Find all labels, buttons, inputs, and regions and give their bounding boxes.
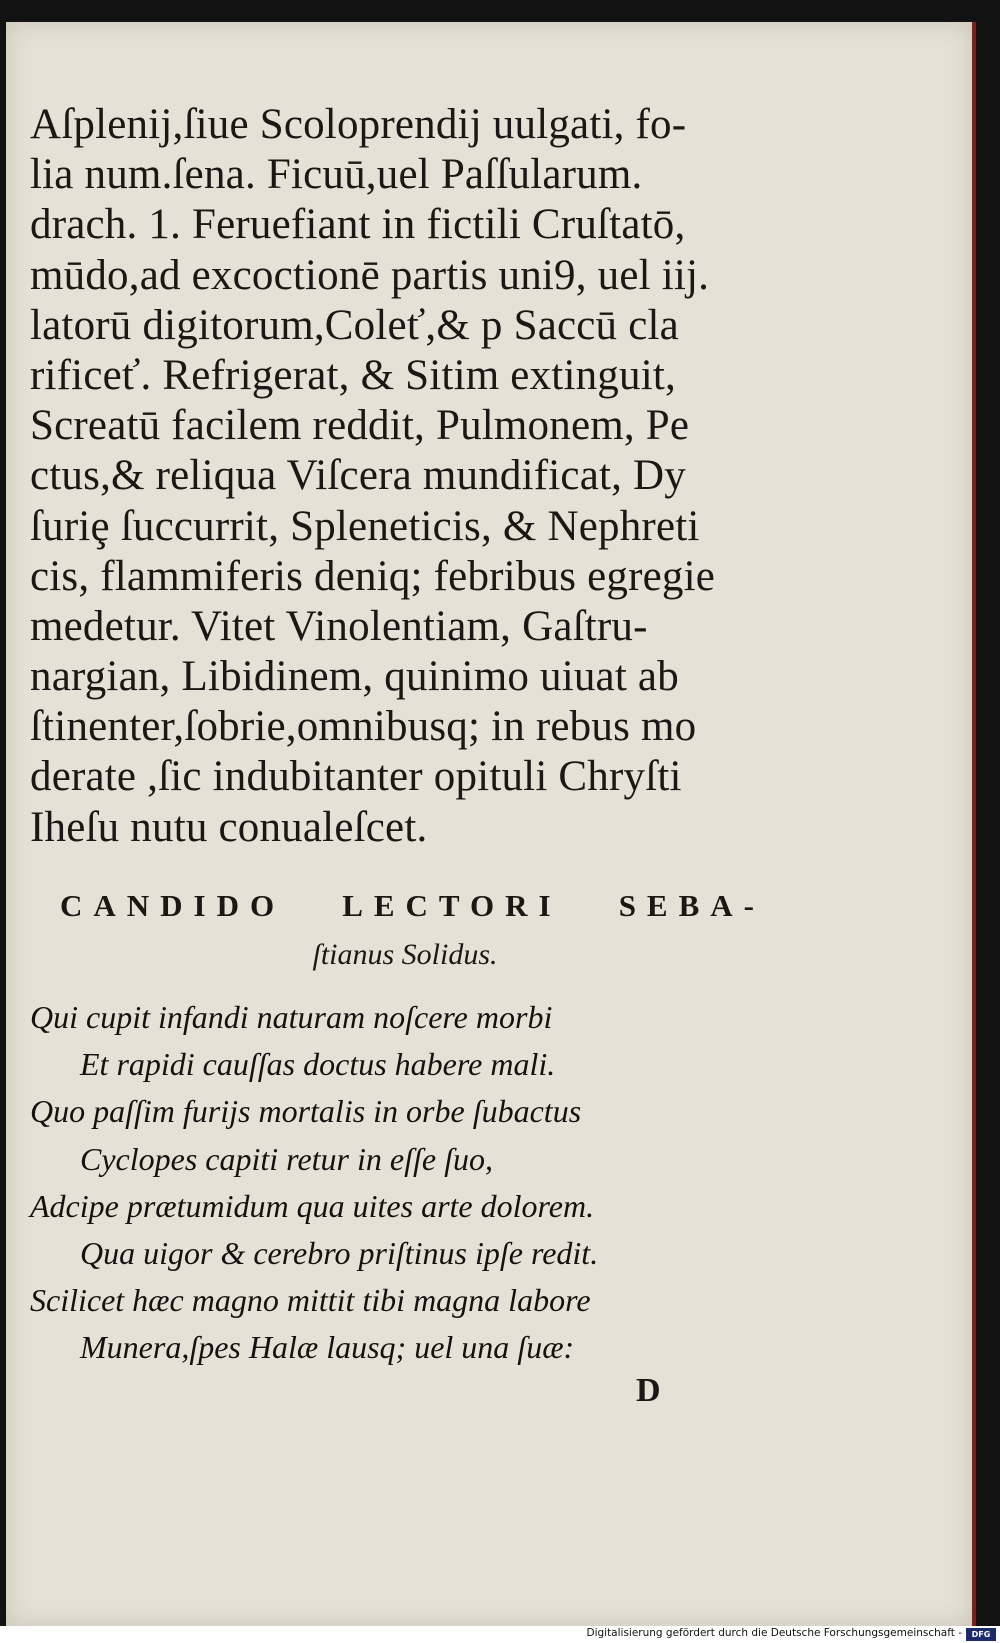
- verse-line: Quo paſſim furijs mortalis in orbe ſubactus: [30, 1093, 582, 1130]
- section-subheading: ſtianus Solidus.: [312, 938, 498, 971]
- text-line: ſuriȩ ſuccurrit, Spleneticis, & Nephreti: [30, 502, 700, 550]
- section-heading: CANDIDO LECTORI SEBA-: [60, 888, 765, 923]
- verse-line: Munera,ſpes Halæ lausq; uel una ſuæ:: [80, 1329, 575, 1366]
- verse-block: [30, 994, 730, 1372]
- text-line: nargian, Libidinem, quinimo uiuat ab: [30, 653, 679, 701]
- text-line: latorū digitorum,Coleť,& p Saccū cla: [30, 301, 679, 349]
- text-line: ſtinenter,ſobrie,omnibusq; in rebus mo: [30, 703, 697, 751]
- verse-line: Cyclopes capiti retur in eſſe ſuo,: [80, 1140, 493, 1177]
- verse-line: Qui cupit infandi naturam noſcere morbi: [30, 999, 553, 1035]
- prose-text-block: [30, 100, 775, 853]
- verse-line: Qua uigor & cerebro priſtinus ipſe redit.: [80, 1234, 599, 1271]
- text-line: mūdo,ad excoctionē partis uni9, uel iij.: [30, 251, 710, 299]
- text-line: rificeť. Refrigerat, & Sitim extinguit,: [30, 351, 676, 399]
- dfg-logo: DFG: [966, 1628, 996, 1641]
- footer-bar: [0, 1626, 1000, 1643]
- text-line: derate ,ſic indubitanter opituli Chryſti: [30, 753, 682, 801]
- text-line: Aſplenij,ſiue Scoloprendij uulgati, fo-: [30, 101, 687, 148]
- text-line: lia num.ſena. Ficuū,uel Paſſularum.: [30, 151, 643, 199]
- text-line: medetur. Vitet Vinolentiam, Gaſtru-: [30, 602, 648, 650]
- text-line: drach. 1. Feruefiant in fictili Cruſtatō,: [30, 201, 686, 249]
- verse-line: Et rapidi cauſſas doctus habere mali.: [80, 1046, 556, 1083]
- text-line: Screatū facilem reddit, Pulmonem, Pe: [30, 402, 690, 450]
- verse-line: Adcipe prætumidum qua uites arte dolorem.: [30, 1187, 595, 1224]
- text-line: Iheſu nutu conualeſcet.: [30, 803, 428, 851]
- footer-credit-text: Digitalisierung gefördert durch die Deutsche Forschungsgemeinschaft -: [586, 1627, 962, 1639]
- catchword: D: [636, 1372, 661, 1409]
- text-line: cis, flammiferis deniq; febribus egregie: [30, 552, 716, 600]
- text-line: ctus,& reliqua Viſcera mundificat, Dy: [30, 452, 686, 500]
- verse-line: Scilicet hæc magno mittit tibi magna labore: [30, 1282, 591, 1319]
